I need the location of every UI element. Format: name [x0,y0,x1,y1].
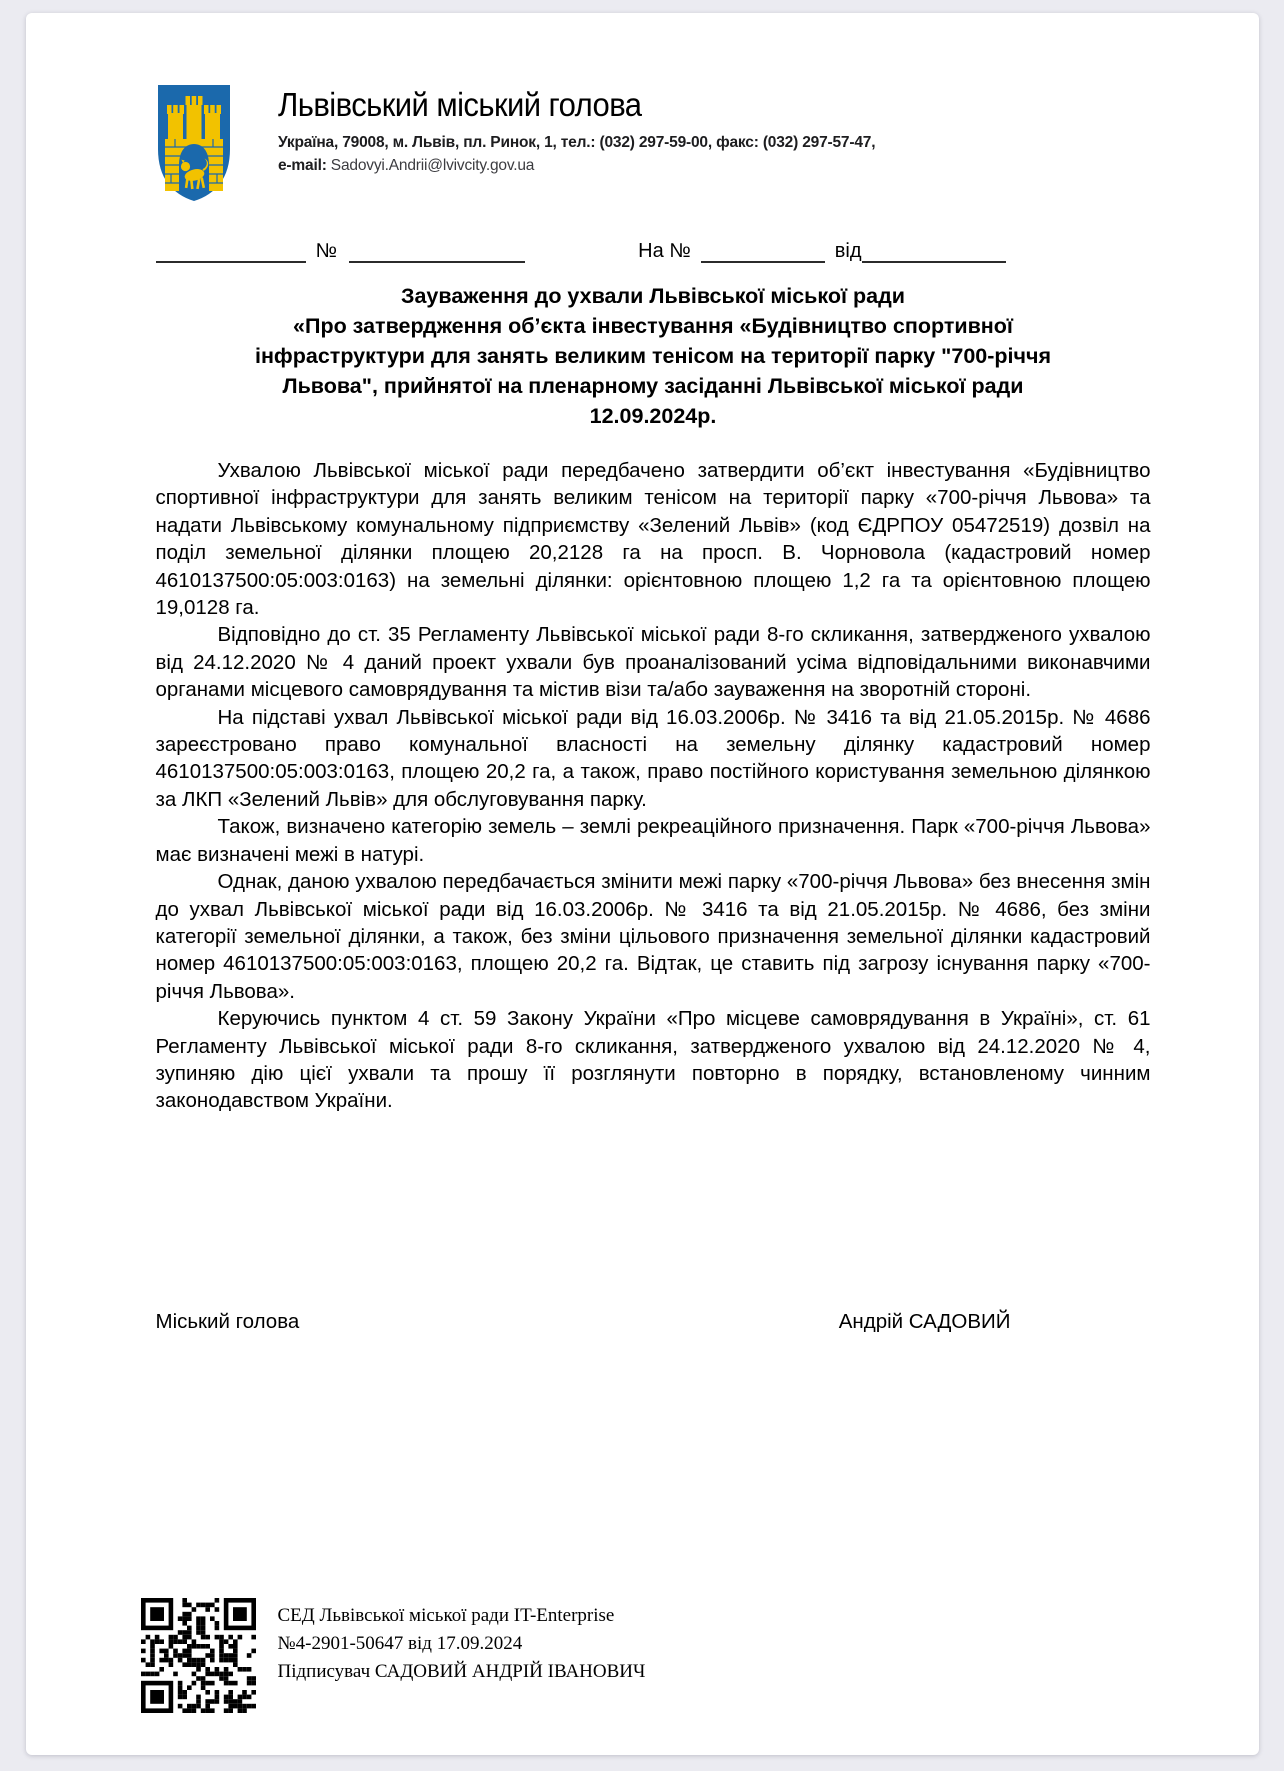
reply-number-blank [701,239,825,263]
body-paragraph: На підставі ухвал Львівської міської ради від 16.03.2006р. № 3416 та від 21.05.2015р. № 4686 зареєстровано право комунальної власності на земельну ділянку кадастровий номер 4610137500:05:003:0163, площею 20,2 га, а також, право постійного користування земельною ділянкою за ЛКП «Зелений Львів» для обслуговування парку. [155,705,1151,811]
body-paragraph: Відповідно до ст. 35 Регламенту Львівської міської ради 8-го скликання, затвердженого ухвалою від 24.12.2020 № 4 даний проект ухвали був проаналізований усіма відповідальними виконавчими органами місцевого самоврядування та містив візи та/або зауваження на зворотній стороні. [155,623,1151,702]
signer-name: Андрій САДОВИЙ [838,1310,1011,1333]
title-line: 12.09.2024р. [589,404,717,428]
document-title [156,281,1151,431]
digital-signature-footer [141,1598,646,1713]
signer-position: Міський голова [155,1310,300,1333]
qr-code-icon [141,1598,256,1713]
outgoing-number-blank [349,239,525,263]
title-line: Зауваження до ухвали Львівської міської ради [401,284,905,308]
title-line: «Про затвердження об’єкта інвестування «Будівництво спортивної [293,314,1013,338]
org-title: Львівський міський голова [277,86,641,123]
reply-date-label: від [834,240,862,262]
document-body [156,457,1151,1115]
document-page [26,13,1259,1755]
body-paragraph: Також, визначено категорію земель – землі рекреаційного призначення. Парк «700-річчя Львова» має визначені межі в натурі. [155,815,1151,866]
org-address-line: Україна, 79008, м. Львів, пл. Ринок, 1, тел.: (032) 297-59-00, факс: (032) 297-57-47, [277,134,875,151]
sed-system-line: СЕД Львівської міської ради IT-Enterprise [277,1605,615,1626]
outgoing-date-blank [156,239,306,263]
body-paragraph: Ухвалою Львівської міської ради передбачено затвердити об’єкт інвестування «Будівництво спортивної інфраструктури для занять великим тенісом на території парку «700-річчя Львова» та надати Львівському комунальному підприємству «Зелений Львів» (код ЄДРПОУ 05472519) дозвіл на поділ земельної ділянки площею 20,2128 га на просп. В. Чорновола (кадастровий номер 4610137500:05:003:0163) на земельні ділянки: орієнтовною площею 1,2 га та орієнтовною площею 19,0128 га. [155,459,1151,620]
org-email-line [278,154,875,177]
email-label: e-mail: [277,157,327,174]
reference-row [156,239,1006,263]
lviv-city-coat-of-arms-icon [156,83,232,203]
body-paragraph: Керуючись пунктом 4 ст. 59 Закону України «Про місцеве самоврядування в Україні», ст. 61 Регламенту Львівської міської ради 8-го скликання, затвердженого ухвалою від 24.12.2020 № 4, зупиняю дію цієї ухвали та прошу її розглянути повторно в порядку, встановленому чинним законодавством України. [155,1007,1151,1113]
number-label: № [315,240,337,262]
reply-date-blank [862,239,1006,263]
title-line: інфраструктури для занять великим тенісом на території парку "700-річчя [254,344,1052,368]
letterhead [156,83,1151,209]
signer-line: Підписувач САДОВИЙ АНДРІЙ ІВАНОВИЧ [277,1661,646,1682]
reply-number-label: На № [638,240,691,262]
email-value: Sadovyi.Andrii@lvivcity.gov.ua [330,157,534,174]
digital-signature-info [278,1598,646,1686]
registration-number-line: №4-2901-50647 від 17.09.2024 [277,1633,523,1654]
title-line: Львова", прийнятої на пленарному засіданні Львівської міської ради [282,374,1024,398]
body-paragraph: Однак, даною ухвалою передбачається змінити межі парку «700-річчя Львова» без внесення змін до ухвал Львівської міської ради від 16.03.2006р. № 3416 та від 21.05.2015р. № 4686, без зміни категорії земельної ділянки, а також, без зміни цільового призначення земельної ділянки кадастровий номер 4610137500:05:003:0163, площею 20,2 га. Відтак, це ставить під загрозу існування парку «700-річчя Львова». [155,870,1151,1003]
signature-row [156,1310,1151,1334]
letterhead-text [278,83,894,177]
